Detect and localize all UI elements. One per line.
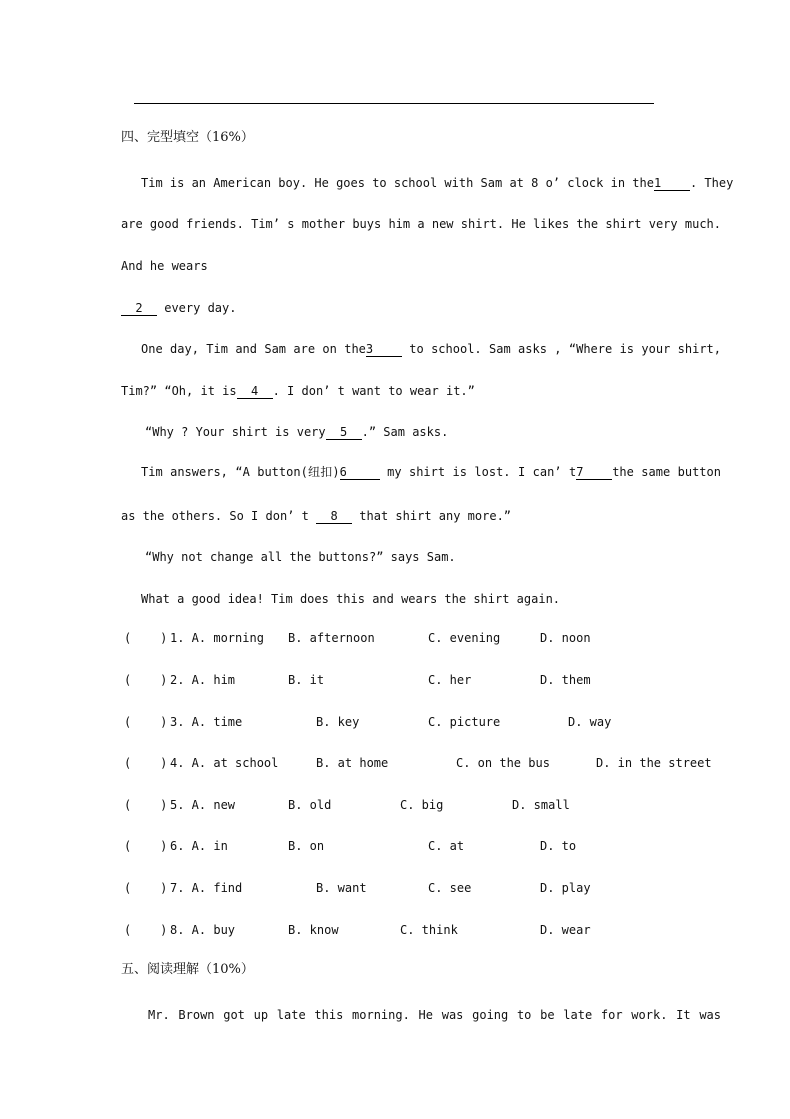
answer-bracket[interactable]: ( ) (124, 923, 168, 937)
option-b: B. on (288, 839, 325, 853)
blank-8[interactable]: 8 (316, 510, 352, 524)
text: that shirt any more.” (352, 509, 512, 523)
passage-line-2: are good friends. Tim’ s mother buys him a new shirt. He likes the shirt very much. (121, 217, 721, 231)
text: to school. Sam asks , “Where is your shirt, (401, 342, 721, 356)
answer-bracket[interactable]: ( ) (124, 673, 168, 687)
answer-bracket[interactable]: ( ) (124, 839, 168, 853)
blank-6[interactable]: 6 (340, 466, 380, 480)
option-c: C. big (400, 798, 444, 812)
option-b: B. at home (316, 756, 389, 770)
option-d: D. them (540, 673, 591, 687)
section4-title: 四、完型填空（16%） (121, 130, 254, 145)
option-a: 5. A. new (170, 798, 236, 812)
question-row (124, 672, 591, 688)
passage-line-3: And he wears (121, 259, 208, 273)
passage-line-7 (145, 424, 448, 440)
question-row (124, 755, 712, 771)
option-a: 2. A. him (170, 673, 236, 687)
option-c: C. evening (428, 631, 501, 645)
option-c: C. see (428, 881, 472, 895)
text: Tim?” “Oh, it is (121, 384, 237, 398)
answer-bracket[interactable]: ( ) (124, 631, 168, 645)
answer-bracket[interactable]: ( ) (124, 798, 168, 812)
answer-bracket[interactable]: ( ) (124, 756, 168, 770)
option-a: 7. A. find (170, 881, 243, 895)
blank-5[interactable]: 5 (326, 426, 362, 440)
blank-4[interactable]: 4 (237, 385, 273, 399)
option-a: 3. A. time (170, 715, 243, 729)
text: as the others. So I don’ t (121, 509, 317, 523)
question-row (124, 880, 591, 896)
option-b: B. it (288, 673, 325, 687)
text: .” Sam asks. (361, 425, 449, 439)
option-d: D. small (512, 798, 570, 812)
reading-line-1: Mr. Brown got up late this morning. He was going to be late for work. It was (148, 1008, 721, 1022)
answer-bracket[interactable]: ( ) (124, 715, 168, 729)
option-c: C. her (428, 673, 472, 687)
option-a: 1. A. morning (170, 631, 264, 645)
passage-line-5 (121, 341, 721, 357)
passage-line-9 (121, 508, 511, 524)
option-d: D. in the street (596, 756, 712, 770)
option-a: 8. A. buy (170, 923, 236, 937)
text: every day. (157, 301, 237, 315)
passage-line-4 (121, 300, 236, 316)
option-c: C. at (428, 839, 465, 853)
section5-title: 五、阅读理解（10%） (121, 962, 254, 977)
option-d: D. play (540, 881, 591, 895)
option-b: B. know (288, 923, 339, 937)
text: One day, Tim and Sam are on the (141, 342, 366, 356)
text: . They (689, 176, 734, 190)
option-d: D. wear (540, 923, 591, 937)
blank-2[interactable]: 2 (121, 302, 157, 316)
passage-line-11: What a good idea! Tim does this and wears the shirt again. (141, 592, 561, 606)
option-c: C. on the bus (456, 756, 550, 770)
text: the same button (612, 465, 721, 479)
answer-bracket[interactable]: ( ) (124, 881, 168, 895)
header-rule (134, 103, 654, 104)
option-b: B. afternoon (288, 631, 375, 645)
question-row (124, 838, 577, 854)
text: my shirt is lost. I can’ t (379, 465, 577, 479)
question-row (124, 797, 570, 813)
text: “Why ? Your shirt is very (145, 425, 326, 439)
option-d: D. way (568, 715, 612, 729)
text: Tim is an American boy. He goes to school with Sam at 8 o’ clock in the (141, 176, 654, 190)
option-b: B. want (316, 881, 367, 895)
passage-line-6 (121, 383, 475, 399)
passage-line-8 (121, 464, 721, 480)
blank-3[interactable]: 3 (366, 343, 402, 357)
option-b: B. old (288, 798, 332, 812)
option-b: B. key (316, 715, 360, 729)
question-row (124, 714, 612, 730)
text: . I don’ t want to wear it.” (272, 384, 475, 398)
blank-7[interactable]: 7 (576, 466, 612, 480)
question-row (124, 630, 591, 646)
blank-1[interactable]: 1 (654, 177, 690, 191)
option-d: D. to (540, 839, 577, 853)
question-row (124, 922, 591, 938)
passage-line-10: “Why not change all the buttons?” says Sam. (145, 550, 456, 564)
passage-line-1 (121, 175, 734, 191)
option-c: C. picture (428, 715, 501, 729)
option-a: 4. A. at school (170, 756, 279, 770)
option-c: C. think (400, 923, 458, 937)
option-a: 6. A. in (170, 839, 228, 853)
option-d: D. noon (540, 631, 591, 645)
text: Tim answers, “A button(纽扣) (141, 465, 340, 479)
